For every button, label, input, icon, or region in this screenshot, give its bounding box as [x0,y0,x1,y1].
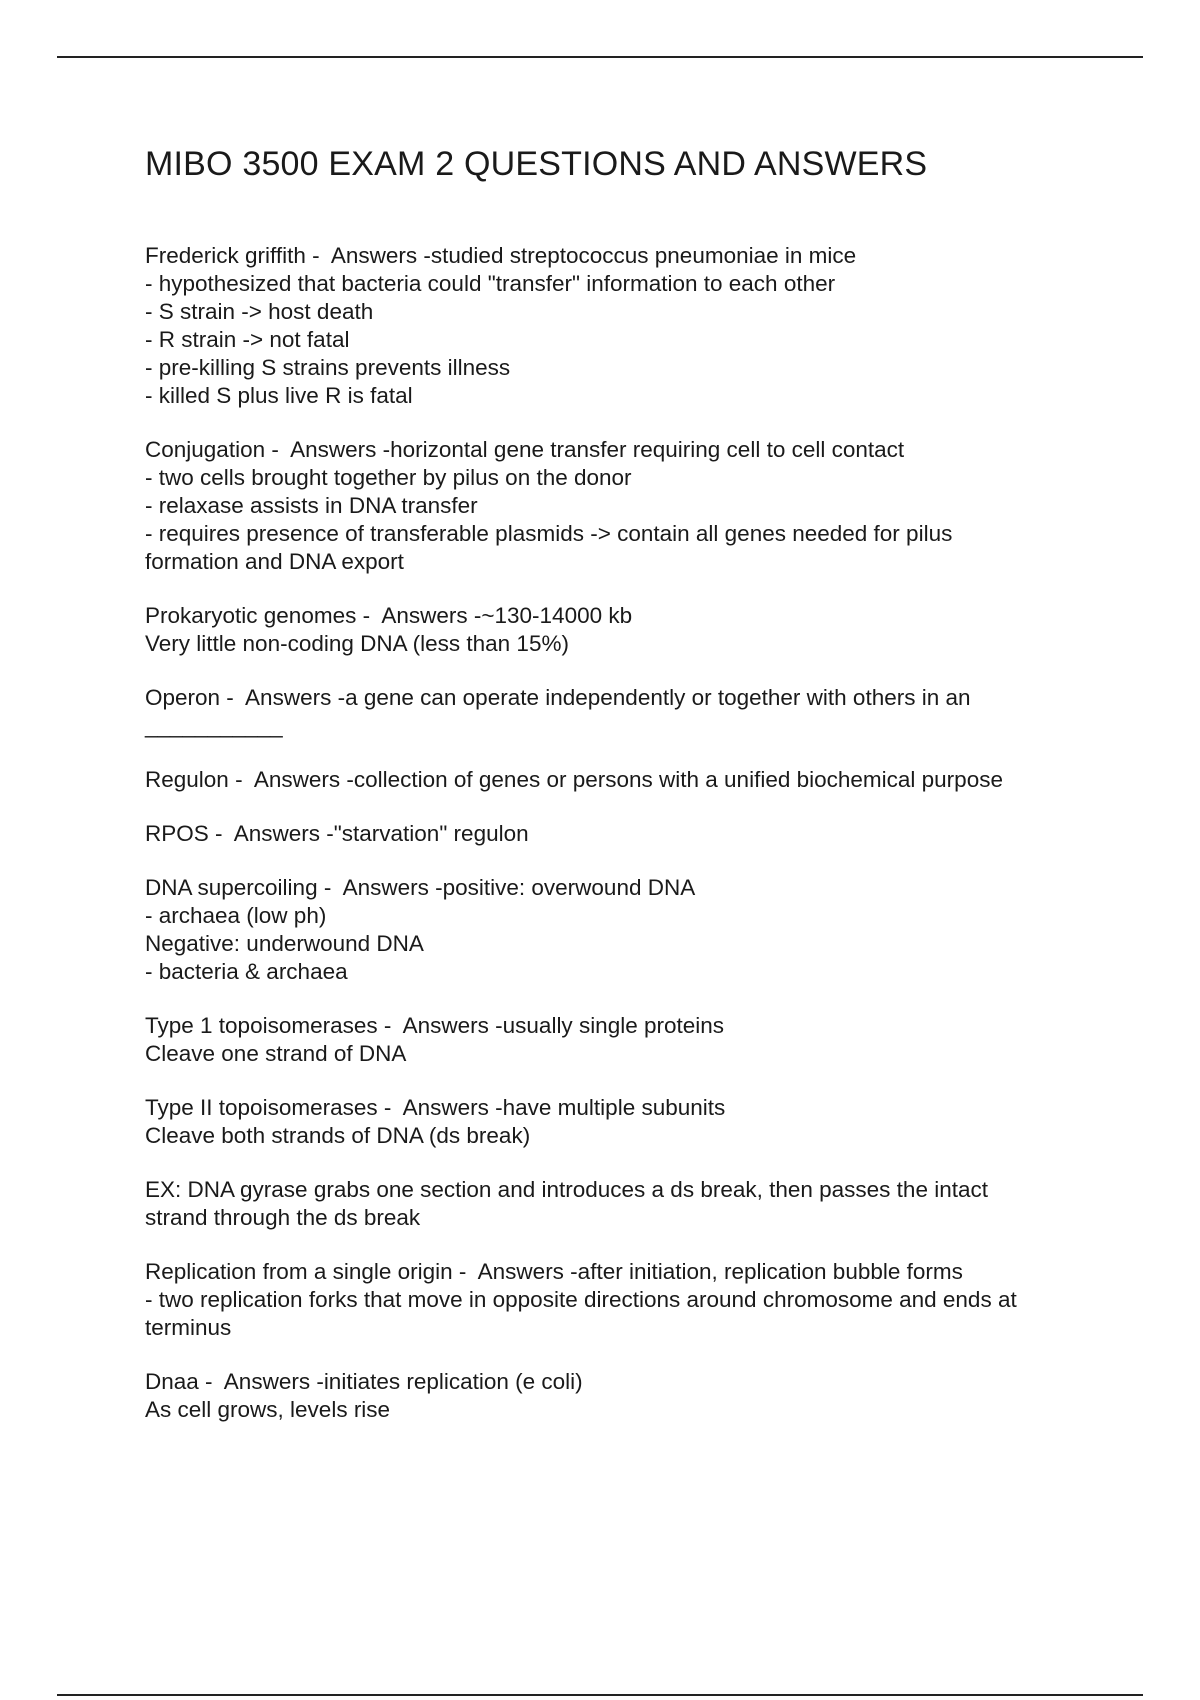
qa-line: Operon - Answers -a gene can operate independently or together with others in an [145,685,971,710]
qa-line: ___________ [145,713,283,738]
qa-entry-dnaa [145,1368,1105,1424]
qa-line: Negative: underwound DNA [145,931,424,956]
bottom-divider [57,1694,1143,1696]
qa-entry-frederick-griffith [145,242,1105,410]
qa-line: Regulon - Answers -collection of genes or persons with a unified biochemical purpose [145,767,1003,792]
qa-line: strand through the ds break [145,1205,421,1230]
qa-line: Replication from a single origin - Answers -after initiation, replication bubble forms [145,1259,963,1284]
qa-line: Type II topoisomerases - Answers -have multiple subunits [145,1095,726,1120]
qa-entry-rpos [145,820,1105,848]
qa-entry-type-2-topoisomerases [145,1094,1105,1150]
qa-line: Conjugation - Answers -horizontal gene transfer requiring cell to cell contact [145,437,905,462]
top-divider [57,56,1143,58]
qa-entry-replication-single-origin [145,1258,1105,1342]
qa-entry-operon [145,684,1105,740]
qa-entry-type-1-topoisomerases [145,1012,1105,1068]
qa-list [145,242,1105,1450]
qa-line: Cleave both strands of DNA (ds break) [145,1123,531,1148]
qa-entry-prokaryotic-genomes [145,602,1105,658]
qa-line: Type 1 topoisomerases - Answers -usually single proteins [145,1013,725,1038]
qa-line: - S strain -> host death [145,299,374,324]
qa-line: - pre-killing S strains prevents illness [145,355,511,380]
qa-line: - requires presence of transferable plasmids -> contain all genes needed for pilus [145,521,953,546]
qa-entry-dna-supercoiling [145,874,1105,986]
qa-line: - R strain -> not fatal [145,327,350,352]
qa-line: DNA supercoiling - Answers -positive: overwound DNA [145,875,696,900]
qa-line: EX: DNA gyrase grabs one section and introduces a ds break, then passes the intact [145,1177,988,1202]
qa-line: - two cells brought together by pilus on the donor [145,465,632,490]
qa-entry-dna-gyrase-example [145,1176,1105,1232]
qa-line: terminus [145,1315,232,1340]
qa-line: Very little non-coding DNA (less than 15%) [145,631,569,656]
qa-line: Dnaa - Answers -initiates replication (e coli) [145,1369,583,1394]
qa-line: - killed S plus live R is fatal [145,383,413,408]
qa-line: Cleave one strand of DNA [145,1041,407,1066]
qa-entry-conjugation [145,436,1105,576]
qa-line: - hypothesized that bacteria could "transfer" information to each other [145,271,836,296]
qa-line: - relaxase assists in DNA transfer [145,493,478,518]
qa-line: As cell grows, levels rise [145,1397,391,1422]
qa-entry-regulon [145,766,1105,794]
qa-line: RPOS - Answers -"starvation" regulon [145,821,529,846]
qa-line: - archaea (low ph) [145,903,327,928]
qa-line: - two replication forks that move in opposite directions around chromosome and ends at [145,1287,1017,1312]
qa-line: Frederick griffith - Answers -studied streptococcus pneumoniae in mice [145,243,857,268]
qa-line: formation and DNA export [145,549,404,574]
qa-line: Prokaryotic genomes - Answers -~130-14000 kb [145,603,633,628]
qa-line: - bacteria & archaea [145,959,348,984]
document-title: MIBO 3500 EXAM 2 QUESTIONS AND ANSWERS [145,145,928,183]
